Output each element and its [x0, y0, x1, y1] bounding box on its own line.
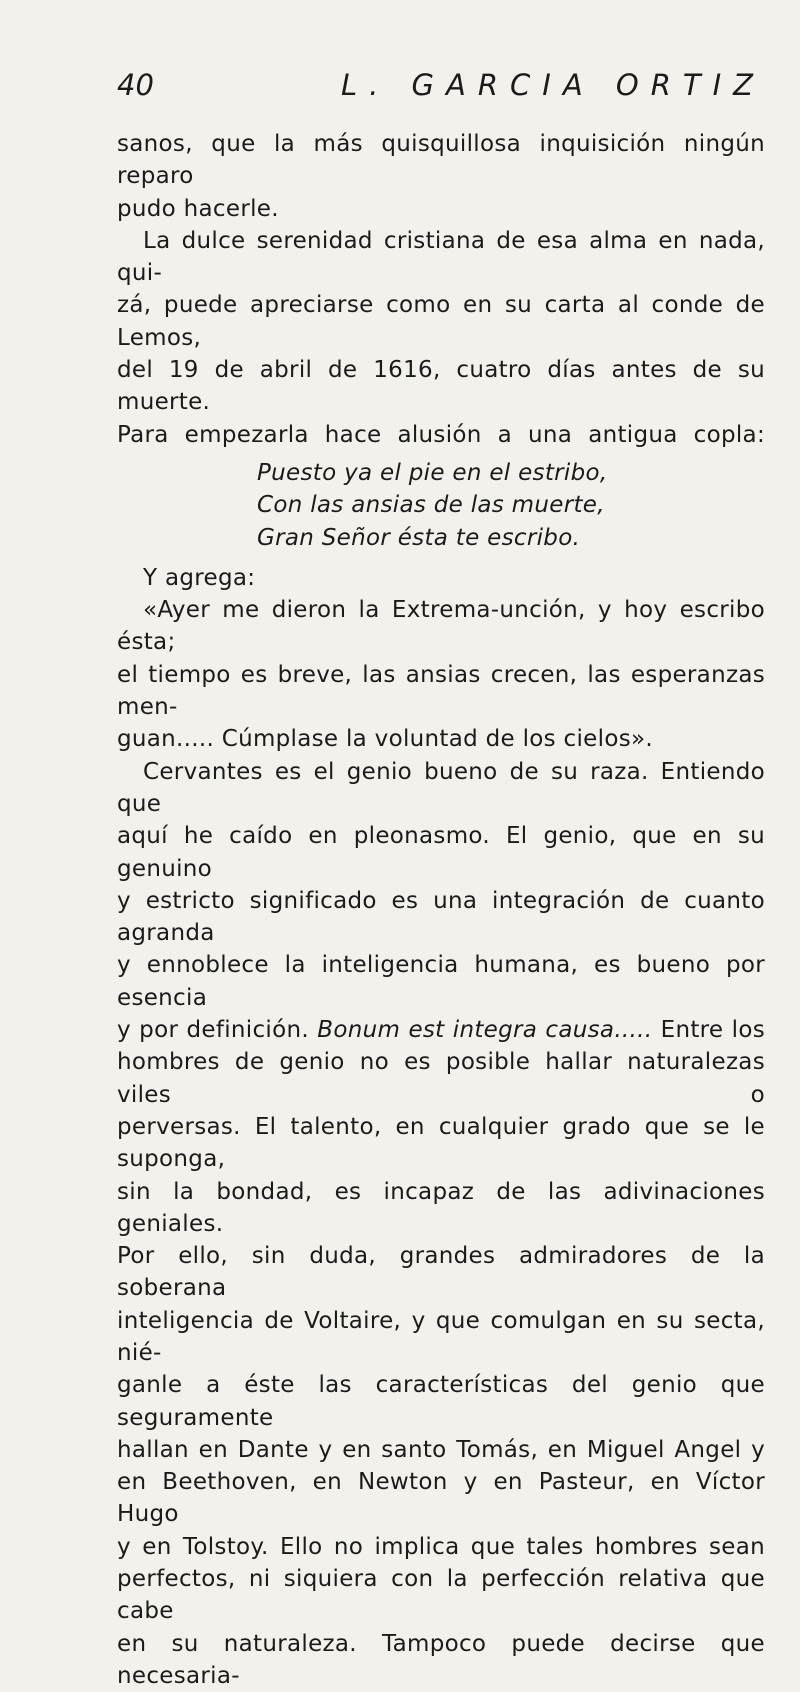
text-line: en su naturaleza. Tampoco puede decirse que necesaria-: [117, 1630, 765, 1689]
text-line: La dulce serenidad cristiana de esa alma en nada, qui-: [117, 227, 765, 287]
paragraph-2: [117, 225, 765, 451]
page-header: [117, 68, 765, 108]
text-line: Y agrega:: [143, 564, 256, 591]
body-text: [117, 128, 765, 1692]
text-line: perversas. El talento, en cualquier grado que se le suponga,: [117, 1113, 765, 1173]
text-line: «Ayer me dieron la Extrema-unción, y hoy escribo ésta;: [117, 597, 765, 656]
paragraph-4: [117, 594, 765, 755]
text-line: sin la bondad, es incapaz de las adivinaciones geniales.: [117, 1178, 765, 1237]
text-line: perfectos, ni siquiera con la perfección relativa que cabe: [117, 1566, 765, 1625]
text-line: guan..... Cúmplase la voluntad de los cielos».: [117, 726, 653, 753]
verse-quote: [257, 457, 765, 554]
text-line: Por ello, sin duda, grandes admiradores de la soberana: [117, 1243, 765, 1302]
text-line: pudo hacerle.: [117, 195, 279, 222]
text-line: hombres de genio no es posible hallar naturalezas viles o: [117, 1049, 765, 1108]
paragraph-1: [117, 128, 765, 225]
page-number: 40: [117, 68, 154, 102]
text-line: aquí he caído en pleonasmo. El genio, que en su genuino: [117, 823, 765, 882]
text-line: del 19 de abril de 1616, cuatro días antes de su muerte.: [117, 357, 765, 416]
text-line: hallan en Dante y en santo Tomás, en Miguel Angel y: [117, 1436, 765, 1463]
text-line: en Beethoven, en Newton y en Pasteur, en Víctor Hugo: [117, 1469, 765, 1528]
latin-phrase: Bonum est integra causa.....: [317, 1017, 653, 1044]
verse-line: Puesto ya el pie en el estribo,: [257, 459, 608, 486]
text-line: Para empezarla hace alusión a una antigua copla:: [117, 421, 765, 448]
text-line: y estricto significado es una integración de cuanto agranda: [117, 887, 765, 947]
text-line: y en Tolstoy. Ello no implica que tales hombres sean: [117, 1533, 765, 1560]
running-head: L. GARCIA ORTIZ: [340, 68, 765, 102]
paragraph-5: [117, 756, 765, 1692]
text-line: zá, puede apreciarse como en su carta al conde de Lemos,: [117, 292, 765, 351]
verse-line: Con las ansias de las muerte,: [257, 492, 605, 519]
text-line: ganle a éste las características del genio que seguramente: [117, 1372, 765, 1431]
text-line: sanos, que la más quisquillosa inquisición ningún reparo: [117, 131, 765, 190]
paragraph-3: [117, 562, 765, 594]
text-line: inteligencia de Voltaire, y que comulgan en su secta, nié-: [117, 1307, 765, 1366]
text-line-mixed: [117, 1014, 765, 1046]
text-segment: Entre los: [652, 1017, 765, 1044]
text-line: Cervantes es el genio bueno de su raza. Entiendo que: [117, 758, 765, 817]
text-line: y ennoblece la inteligencia humana, es bueno por esencia: [117, 952, 765, 1011]
verse-line: Gran Señor ésta te escribo.: [257, 524, 581, 551]
text-line: el tiempo es breve, las ansias crecen, las esperanzas men-: [117, 661, 765, 721]
text-segment: y por definición.: [117, 1017, 318, 1044]
